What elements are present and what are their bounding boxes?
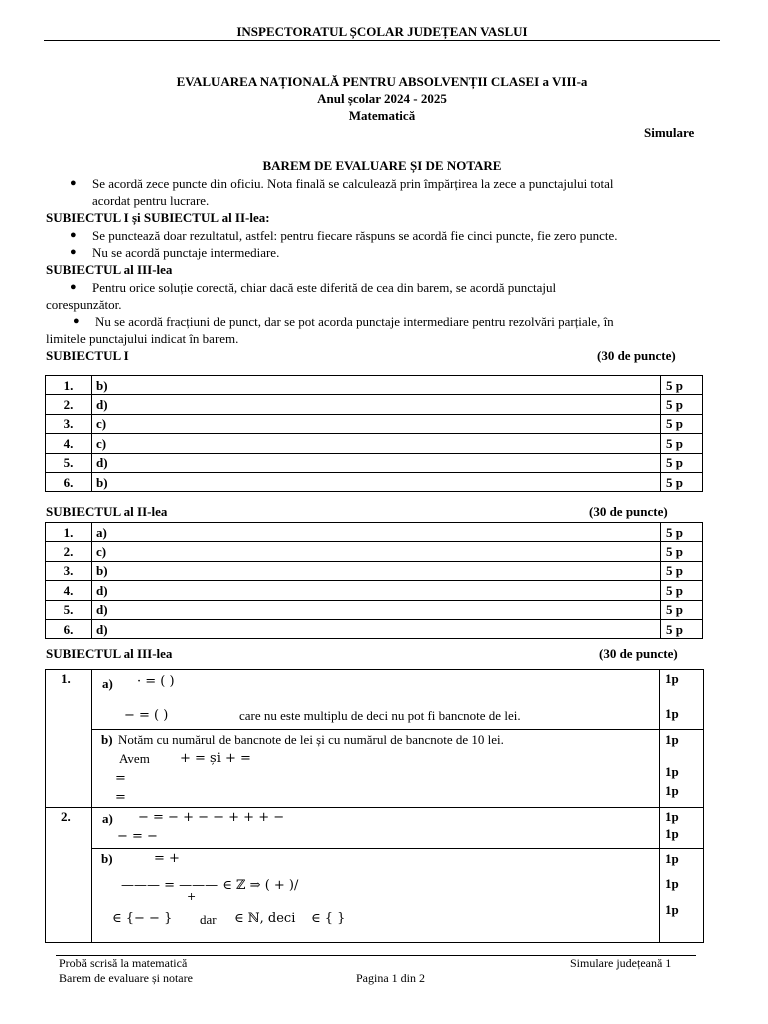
q1b-line-1: Notăm cu numărul de bancnote de lei și cu numărul de bancnote de 10 lei. — [118, 732, 504, 747]
points-cell: 5 p — [661, 434, 703, 453]
sub3-heading: SUBIECTUL al III-lea — [46, 262, 173, 277]
subiectul-2-table — [45, 522, 703, 639]
q2-number: 2. — [61, 809, 71, 824]
column-divider — [659, 669, 660, 943]
sub12-heading: SUBIECTUL I și SUBIECTUL al II-lea: — [46, 210, 270, 225]
answer-cell: d) — [92, 600, 661, 619]
subiectul-3-points: (30 de puncte) — [599, 646, 678, 661]
table-row — [46, 395, 703, 414]
bullet-icon: ● — [73, 315, 80, 327]
q2b-line-3b: ∈ ℕ, deci — [234, 911, 296, 926]
subiectul-2-points: (30 de puncte) — [589, 504, 668, 519]
general-rule-line-1: Se acordă zece puncte din oficiu. Nota finală se calculează prin împărțirea la zece a punctajului total — [92, 176, 614, 191]
table-row — [46, 581, 703, 600]
subiectul-1-points: (30 de puncte) — [597, 348, 676, 363]
question-number: 6. — [46, 619, 92, 638]
table-row — [46, 414, 703, 433]
question-number: 1. — [46, 376, 92, 395]
sub12-rule-1: Se punctează doar rezultatul, astfel: pentru fiecare răspuns se acordă fie cinci puncte, fie zero puncte. — [92, 228, 618, 243]
points-cell: 5 p — [661, 600, 703, 619]
q1b-points-3: 1p — [665, 783, 679, 798]
q2a-line-1: − = − + − − + + + − — [138, 810, 285, 825]
question-number: 1. — [46, 523, 92, 542]
q2b-points-3: 1p — [665, 902, 679, 917]
general-rule-line-2: acordat pentru lucrare. — [92, 193, 210, 208]
q2b-dar: dar — [200, 912, 217, 927]
sub3-rule-1a: Pentru orice soluție corectă, chiar dacă este diferită de cea din barem, se acordă punctajul — [92, 280, 557, 295]
question-number: 5. — [46, 600, 92, 619]
table-row — [46, 600, 703, 619]
table-row — [46, 472, 703, 491]
question-number: 3. — [46, 414, 92, 433]
table-row — [46, 523, 703, 542]
q1-number: 1. — [61, 671, 71, 686]
q1b-avem: Avem — [119, 751, 150, 766]
footer-left-1: Probă scrisă la matematică — [59, 956, 188, 970]
page-number: Pagina 1 din 2 — [356, 971, 425, 985]
q2b-line-2: ——— = ——— ∈ ℤ ⇒ ( + )/ — [121, 878, 299, 893]
question-number: 3. — [46, 561, 92, 580]
q1b-label: b) — [101, 732, 113, 747]
points-cell: 5 p — [661, 376, 703, 395]
school-year: Anul școlar 2024 - 2025 — [317, 91, 447, 106]
barem-heading: BAREM DE EVALUARE ȘI DE NOTARE — [262, 158, 502, 173]
points-cell: 5 p — [661, 453, 703, 472]
q2b-line-1: = + — [154, 851, 180, 866]
row-divider — [91, 729, 704, 730]
footer-right-1: Simulare județeană 1 — [570, 956, 672, 970]
q2a-label: a) — [102, 811, 113, 826]
points-cell: 5 p — [661, 472, 703, 491]
question-number: 4. — [46, 434, 92, 453]
points-cell: 5 p — [661, 542, 703, 561]
answer-cell: d) — [92, 581, 661, 600]
sub3-rule-1b: corespunzător. — [46, 297, 122, 312]
table-row — [46, 434, 703, 453]
table-row — [46, 376, 703, 395]
header-divider — [44, 40, 720, 41]
q2b-line-3c: ∈ { } — [311, 911, 346, 926]
question-number: 6. — [46, 472, 92, 491]
question-number: 5. — [46, 453, 92, 472]
answer-cell: c) — [92, 414, 661, 433]
q2b-points-2: 1p — [665, 876, 679, 891]
points-cell: 5 p — [661, 395, 703, 414]
answer-cell: b) — [92, 561, 661, 580]
table-row — [46, 619, 703, 638]
q1a-points-1: 1p — [665, 671, 679, 686]
exam-title: EVALUAREA NAȚIONALĂ PENTRU ABSOLVENȚII CLASEI a VIII-a — [176, 74, 588, 89]
points-cell: 5 p — [661, 581, 703, 600]
table-row — [46, 453, 703, 472]
table-row — [46, 542, 703, 561]
answer-cell: a) — [92, 523, 661, 542]
answer-cell: d) — [92, 395, 661, 414]
question-number: 2. — [46, 542, 92, 561]
subiectul-3-title: SUBIECTUL al III-lea — [46, 646, 173, 661]
q2b-line-3a: ∈ {− − } — [112, 911, 173, 926]
sub3-rule-2b: limitele punctajului indicat în barem. — [46, 331, 239, 346]
answer-cell: b) — [92, 472, 661, 491]
subiectul-2-title: SUBIECTUL al II-lea — [46, 504, 168, 519]
points-cell: 5 p — [661, 523, 703, 542]
question-number: 4. — [46, 581, 92, 600]
q1a-math-line-1: · = ( ) — [137, 674, 175, 689]
q2a-points-1: 1p — [665, 809, 679, 824]
q2b-label: b) — [101, 851, 113, 866]
answer-cell: d) — [92, 619, 661, 638]
sub3-rule-2a: Nu se acordă fracțiuni de punct, dar se pot acorda punctaje intermediare pentru rezolvări parțiale, în — [95, 314, 614, 329]
table-row — [46, 561, 703, 580]
footer-left-2: Barem de evaluare și notare — [59, 971, 193, 985]
q2b-points-1: 1p — [665, 851, 679, 866]
bullet-icon: ● — [70, 177, 77, 189]
subject-name: Matematică — [348, 108, 416, 123]
answer-cell: c) — [92, 542, 661, 561]
q1a-label: a) — [102, 676, 113, 691]
answer-cell: b) — [92, 376, 661, 395]
points-cell: 5 p — [661, 414, 703, 433]
answer-cell: d) — [92, 453, 661, 472]
points-cell: 5 p — [661, 619, 703, 638]
q1a-points-2: 1p — [665, 706, 679, 721]
row-divider — [91, 848, 704, 849]
q1b-points-1: 1p — [665, 732, 679, 747]
bullet-icon: ● — [70, 246, 77, 258]
bullet-icon: ● — [70, 229, 77, 241]
inspectorate-header: INSPECTORATUL ȘCOLAR JUDEȚEAN VASLUI — [236, 24, 528, 39]
question-number: 2. — [46, 395, 92, 414]
subiectul-1-table — [45, 375, 703, 492]
sub12-rule-2: Nu se acordă punctaje intermediare. — [92, 245, 280, 260]
points-cell: 5 p — [661, 561, 703, 580]
bullet-icon: ● — [70, 281, 77, 293]
q1a-math-line-2: − = ( ) — [124, 708, 169, 723]
q2b-denominator-plus: + — [187, 890, 197, 903]
q2a-points-2: 1p — [665, 826, 679, 841]
answer-cell: c) — [92, 434, 661, 453]
q1b-line-4: = — [115, 790, 126, 805]
q2a-line-2: − = − — [117, 829, 158, 844]
q1a-text-line-2: care nu este multiplu de deci nu pot fi bancnote de lei. — [239, 708, 521, 723]
row-divider — [45, 807, 704, 808]
column-divider — [91, 669, 92, 943]
q1b-equations: + = și + = — [180, 751, 251, 766]
simulare-label: Simulare — [644, 125, 695, 140]
subiectul-1-title: SUBIECTUL I — [46, 348, 129, 363]
q1b-points-2: 1p — [665, 764, 679, 779]
q1b-line-3: = — [115, 771, 126, 786]
